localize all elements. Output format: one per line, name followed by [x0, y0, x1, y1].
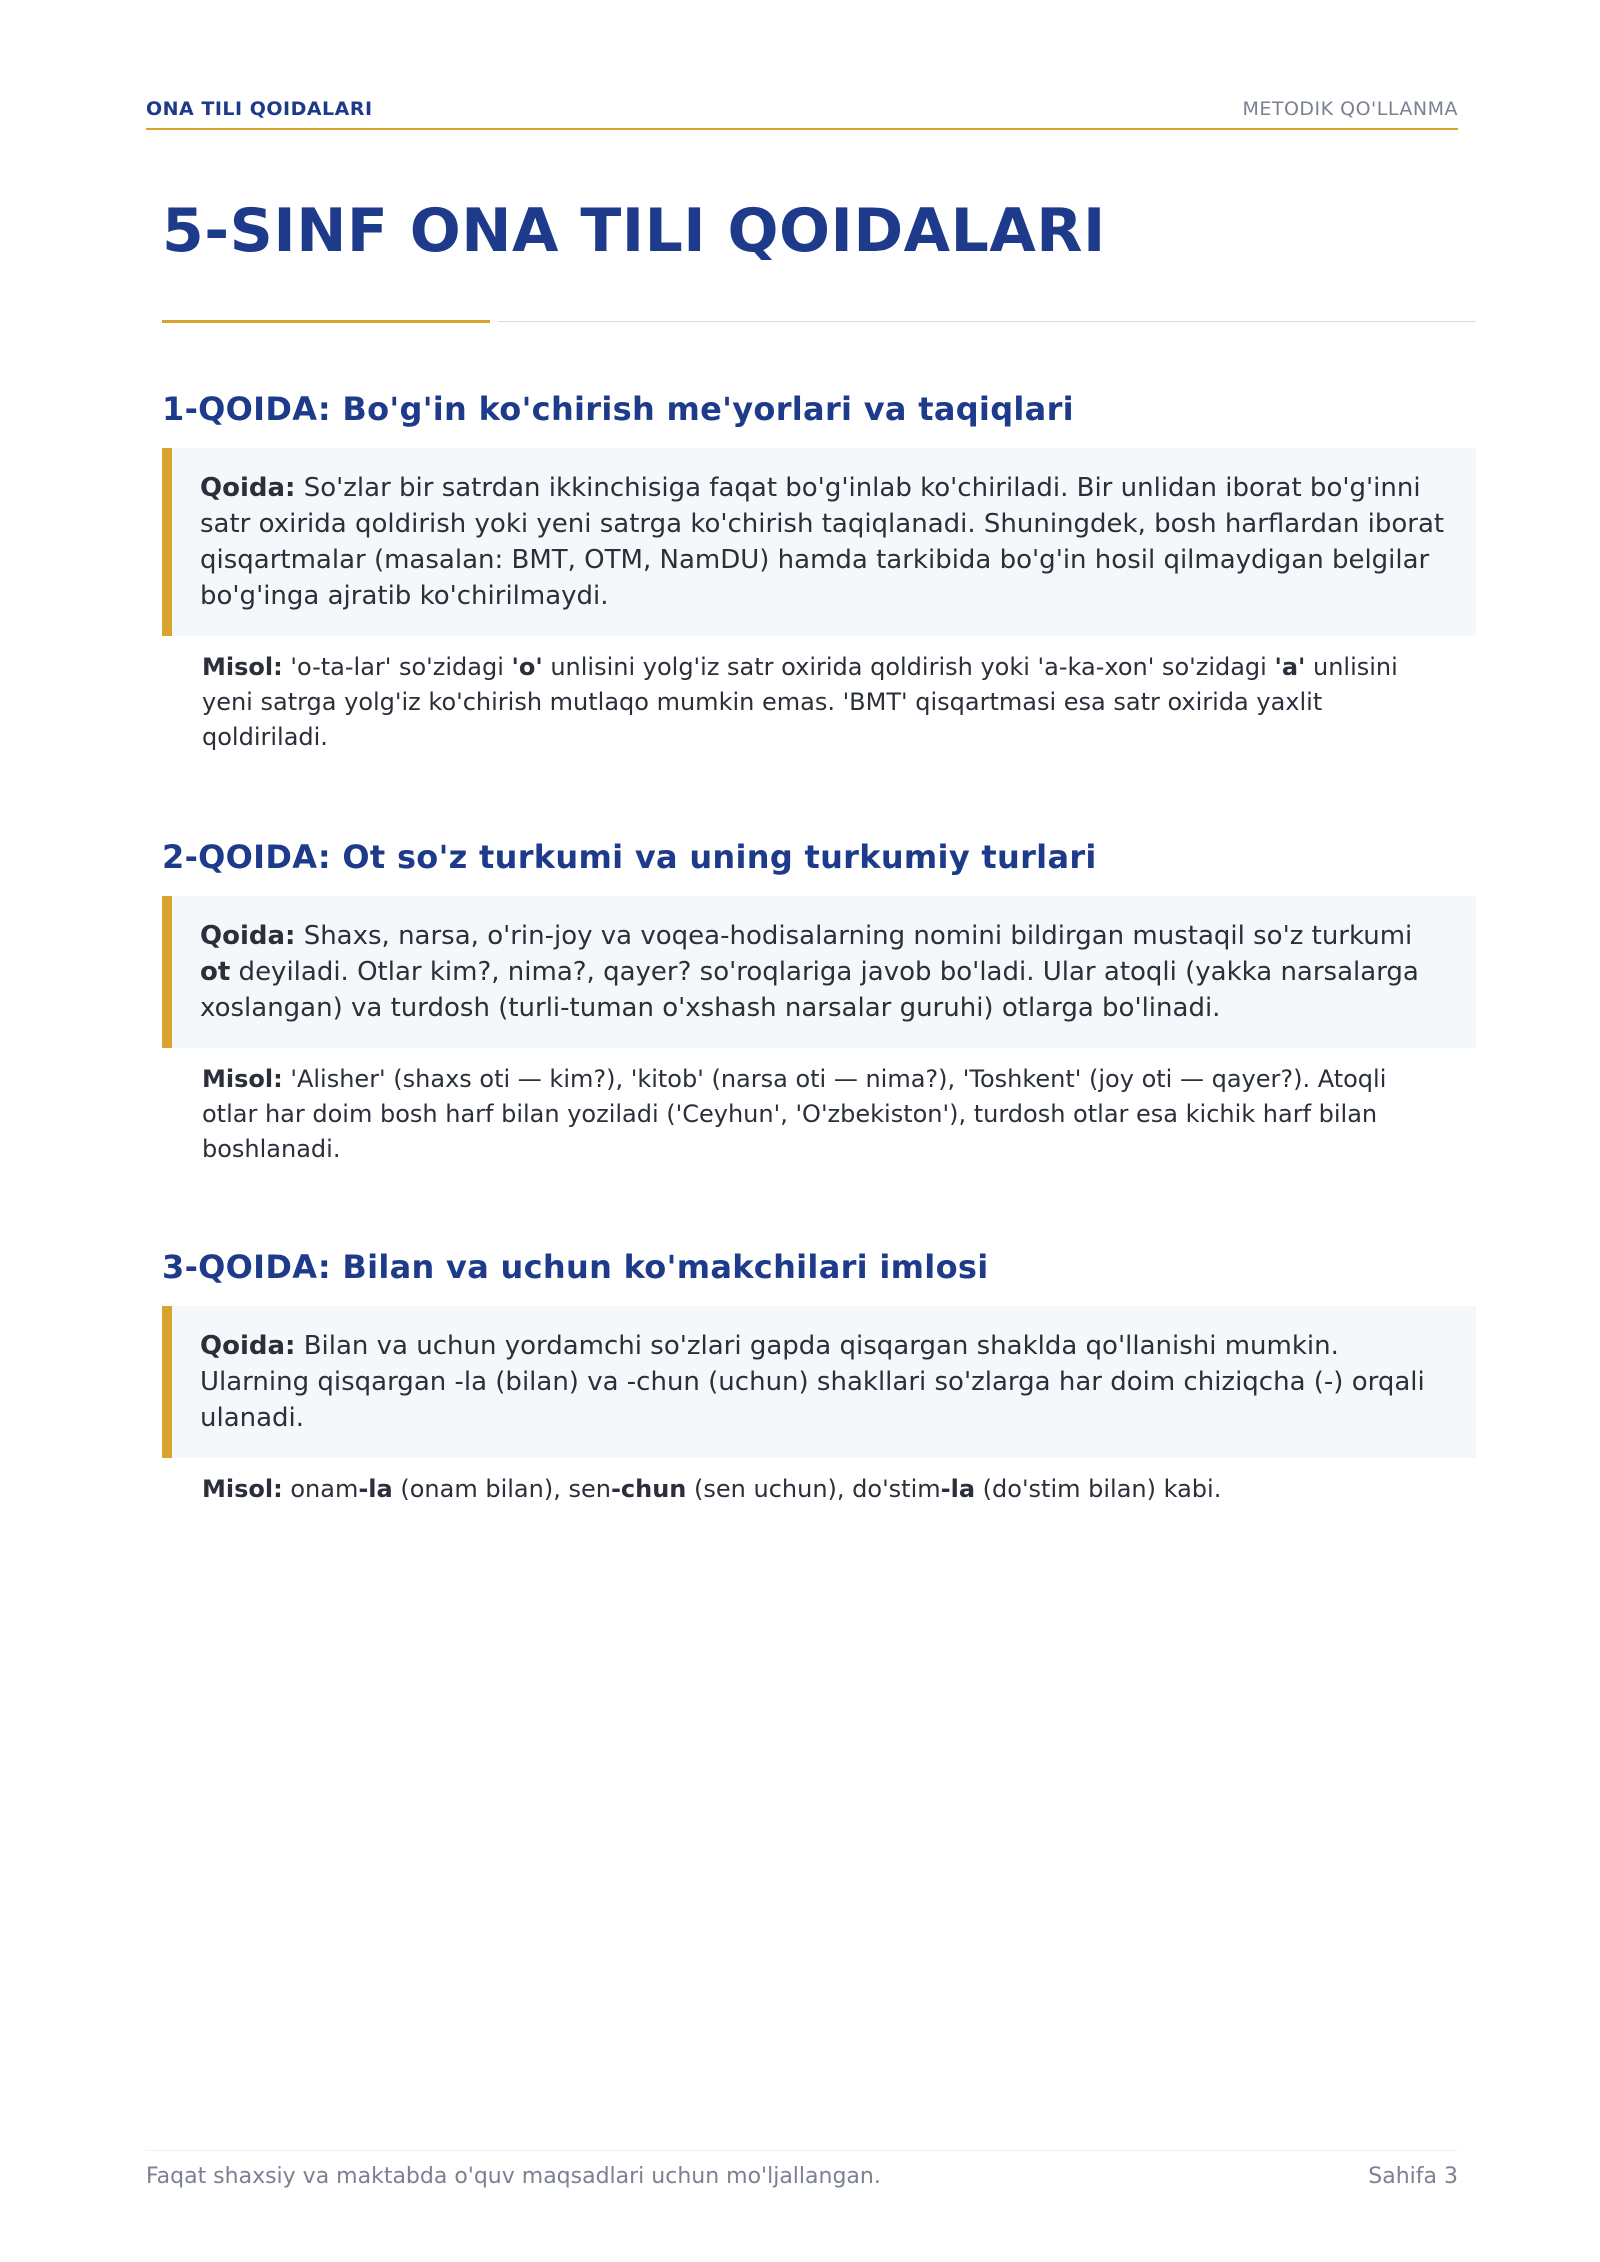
header-title: ONA TILI QOIDALARI: [146, 98, 373, 120]
rule-highlight: ot: [200, 957, 231, 987]
example-highlight: -la: [358, 1475, 393, 1503]
rule-text: Shaxs, narsa, o'rin-joy va voqea-hodisalarning nomini bildirgan mustaqil so'z turkumi: [303, 921, 1413, 951]
rule-section-2: [162, 838, 1476, 1167]
rule-box: [162, 896, 1476, 1048]
page-header: [146, 98, 1458, 130]
example-text: (sen uchun), do'stim: [686, 1475, 941, 1503]
rule-label: Qoida:: [200, 1331, 296, 1361]
example-label: Misol:: [202, 1475, 283, 1503]
example-highlight: 'o': [511, 653, 543, 681]
example-text: 'o-ta-lar' so'zidagi: [290, 653, 512, 681]
section-heading: 3-QOIDA: Bilan va uchun ko'makchilari imlosi: [162, 1248, 989, 1286]
header-subtitle: METODIK QO'LLANMA: [1242, 98, 1458, 120]
example-block: [162, 1062, 1476, 1167]
example-text: onam: [290, 1475, 359, 1503]
example-block: [162, 650, 1476, 755]
rule-box: [162, 448, 1476, 636]
rule-text: So'zlar bir satrdan ikkinchisiga faqat bo'g'inlab ko'chiriladi. Bir unlidan iborat bo'g'inni satr oxirida qoldirish yoki yeni satrga ko'chirish taqiqlanadi. Shuningdek, bosh harflardan iborat qisqartmalar (masalan: BMT, OTM, NamDU) hamda tarkibida bo'g'in hosil qilmaydigan belgilar bo'g'inga ajratib ko'chirilmaydi.: [200, 473, 1445, 611]
footer-divider: [146, 2150, 1458, 2151]
example-text: (onam bilan), sen: [392, 1475, 611, 1503]
rule-box: [162, 1306, 1476, 1458]
example-highlight: -chun: [610, 1475, 687, 1503]
rule-section-3: [162, 1248, 1476, 1507]
rule-section-1: [162, 390, 1476, 755]
example-text: unlisini yeni satrga yolg'iz ko'chirish mutlaqo mumkin emas. 'BMT' qisqartmasi esa satr oxirida yaxlit qoldiriladi.: [202, 653, 1398, 751]
example-text: (do'stim bilan) kabi.: [975, 1475, 1222, 1503]
rule-text: Bilan va uchun yordamchi so'zlari gapda qisqargan shaklda qo'llanishi mumkin. Ularning qisqargan -la (bilan) va -chun (uchun) shakllari so'zlarga har doim chiziqcha (-) orqali ulanadi.: [200, 1331, 1425, 1433]
page-number: Sahifa 3: [1368, 2164, 1458, 2189]
section-heading: 1-QOIDA: Bo'g'in ko'chirish me'yorlari va taqiqlari: [162, 390, 1074, 428]
example-text: 'Alisher' (shaxs oti — kim?), 'kitob' (narsa oti — nima?), 'Toshkent' (joy oti — qayer?). Atoqli otlar har doim bosh harf bilan yoziladi ('Ceyhun', 'O'zbekiston'), turdosh otlar esa kichik harf bilan boshlanadi.: [202, 1065, 1387, 1163]
example-highlight: -la: [940, 1475, 976, 1503]
page-title: 5-SINF ONA TILI QOIDALARI: [162, 196, 1106, 266]
rule-text: deyiladi. Otlar kim?, nima?, qayer? so'roqlariga javob bo'ladi. Ular atoqli (yakka narsalarga xoslangan) va turdosh (turli-tuman o'xshash narsalar guruhi) otlarga bo'linadi.: [200, 957, 1419, 1023]
example-highlight: 'a': [1274, 653, 1306, 681]
title-divider-accent: [162, 320, 490, 323]
rule-label: Qoida:: [200, 473, 296, 503]
example-text: unlisini yolg'iz satr oxirida qoldirish yoki 'a-ka-xon' so'zidagi: [542, 653, 1275, 681]
example-block: [162, 1472, 1476, 1507]
rule-label: Qoida:: [200, 921, 296, 951]
section-heading: 2-QOIDA: Ot so'z turkumi va uning turkumiy turlari: [162, 838, 1097, 876]
title-divider: [498, 321, 1476, 322]
example-label: Misol:: [202, 1065, 283, 1093]
page-footer: [146, 2150, 1458, 2190]
example-label: Misol:: [202, 653, 283, 681]
footer-note: Faqat shaxsiy va maktabda o'quv maqsadlari uchun mo'ljallangan.: [146, 2164, 881, 2189]
